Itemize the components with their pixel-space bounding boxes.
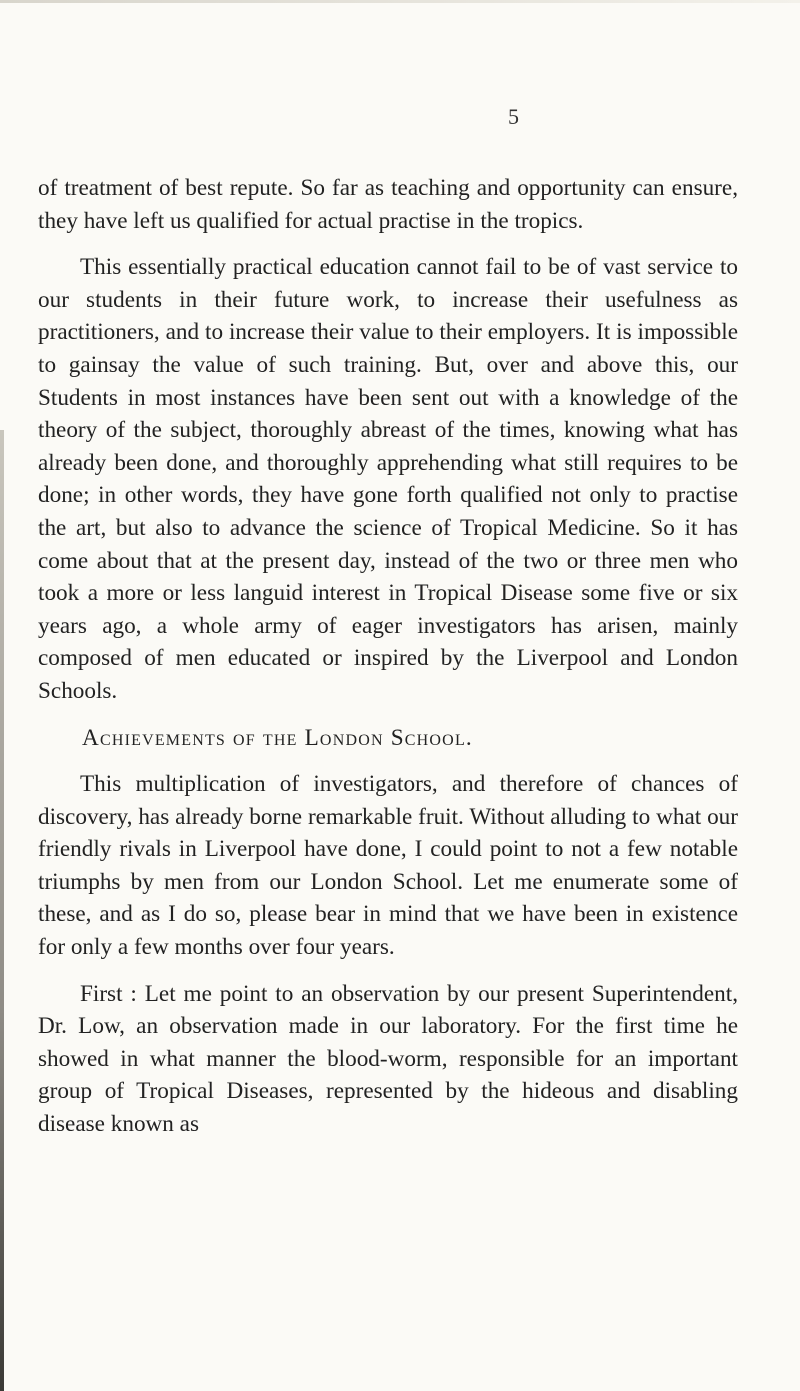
paragraph-practical-education: This essentially practical education cannot fail to be of vast service to our students in their future work, to increase their usefulness as practitioners, and to increase their value to their employers. It is impossible to gainsay the value of such training. But, over and above this, our Students in most instances have been sent out with a knowledge of the theory of the subject, thoroughly abreast of the times, knowing what has already been done, and thoroughly apprehending what still requires to be done; in other words, they have gone forth qualified not only to practise the art, but also to advance the science of Tropical Medicine. So it has come about that at the present day, instead of the two or three men who took a more or less languid interest in Tropical Disease some five or six years ago, a whole army of eager investigators has arisen, mainly composed of men educated or inspired by the Liverpool and London Schools. [38, 254, 738, 704]
page-number: 5 [508, 104, 519, 129]
body-text [38, 172, 738, 1141]
section-heading: Achievements of the London School. [82, 724, 473, 751]
paragraph-continuation: of treatment of best repute. So far as teaching and opportunity can ensure, they have left us qualified for actual practise in the tropics. [38, 175, 738, 234]
page-top-edge [0, 0, 800, 3]
paragraph-multiplication: This multiplication of investigators, and therefore of chances of discovery, has already borne remarkable fruit. Without alluding to what our friendly rivals in Liverpool have done, I could point to not a few notable triumphs by men from our London School. Let me enumerate some of these, and as I do so, please bear in mind that we have been in existence for only a few months over four years. [38, 771, 738, 961]
paragraph-first-observation: First : Let me point to an observation by our present Superintendent, Dr. Low, an observation made in our laboratory. For the first time he showed in what manner the blood-worm, responsible for an important group of Tropical Diseases, represented by the hideous and disabling disease known as [38, 980, 738, 1138]
page-binding-edge [0, 430, 4, 1391]
